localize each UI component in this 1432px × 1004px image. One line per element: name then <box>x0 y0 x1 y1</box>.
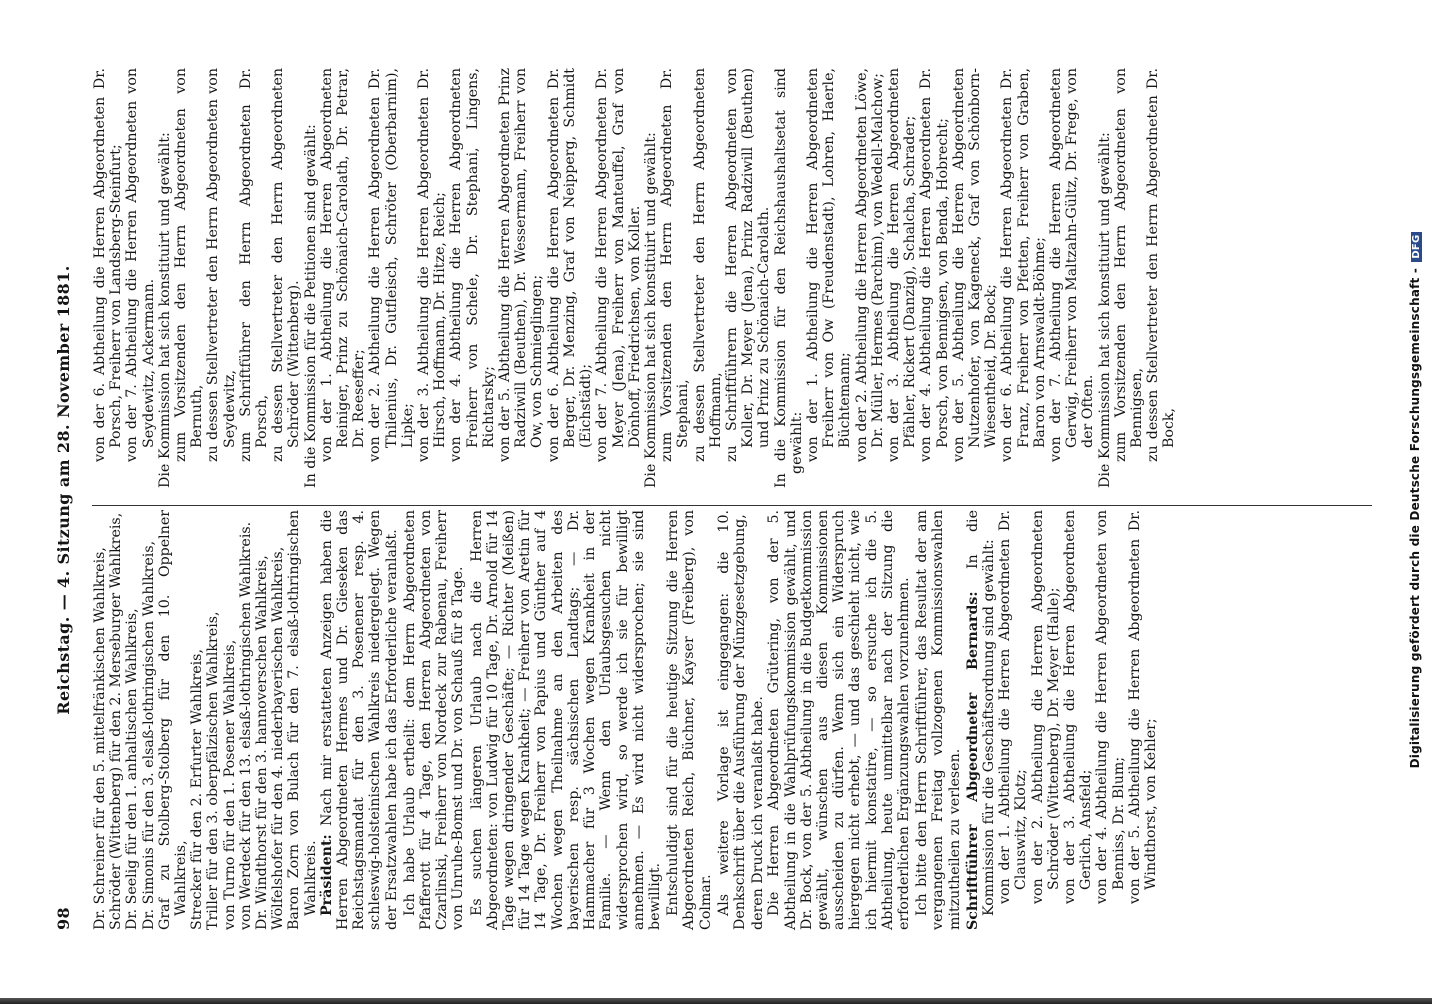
right-column-paragraph <box>205 68 237 488</box>
paragraph-text: Graf zu Stolberg-Stolberg für den 10. Oppelner Wahlkreis, <box>156 510 190 930</box>
digitization-credit <box>1408 60 1422 940</box>
left-column-paragraph <box>222 510 238 930</box>
paragraph-text: Die Kommission hat sich konstituirt und gewählt: <box>642 132 659 488</box>
paragraph-text: von der 3. Abtheilung die Herren Abgeordneten Pfähler, Rickert (Danzig), Schalcha, Schrader; <box>885 68 919 462</box>
paragraph-text: von der 1. Abtheilung die Herren Abgeordneten Freiherr von Ow (Freudenstadt), Lohren, Haerle, Büchtemann; <box>804 68 854 462</box>
paragraph-text: zum Vorsitzenden den Herrn Abgeordneten von Bernuth, <box>173 68 206 462</box>
right-column-paragraph <box>1113 68 1145 488</box>
paragraph-text: von der 2. Abtheilung die Herren Abgeordneten Dr. Thilenius, Dr. Gutfleisch, Schröter (Oberbarnim), Lipke; <box>367 68 416 462</box>
paragraph-text: zum Schriftführer den Herrn Abgeordneten Dr. Porsch, <box>237 68 271 462</box>
paragraph-text: Ich habe Urlaub ertheilt: dem Herrn Abgeordneten Pfafferott für 4 Tage, den Herren Abgeordneten von Czarlinski, Freiherr von Nordeck zur Rabenau, Freiherr von Unruhe-Bomst und Dr. von Schauß für 8 Tage. <box>401 510 467 930</box>
paragraph-text: von der 7. Abtheilung die Herren Abgeordneten Dr. Meyer (Jena), Freiherr von Manteuffel, Graf von Dönhoff, Friedrichsen, von Koller. <box>594 68 643 462</box>
paragraph-text: deren Druck ich veranlaßt habe. <box>750 696 767 930</box>
right-column-paragraph <box>157 68 173 488</box>
paragraph-text: von der 2. Abtheilung die Herren Abgeordneten Löwe, Dr. Müller, Hermes (Parchim), von Wedell-Malchow; <box>853 68 886 462</box>
credit-text: Digitalisierung gefördert durch die Deutsche Forschungsgemeinschaft - <box>1408 267 1422 769</box>
paragraph-text: von der 6. Abtheilung die Herren Abgeordneten Dr. Berger, Dr. Menzing, Graf von Neipperg, Schmidt (Eichstädt); <box>545 68 595 462</box>
paragraph-text: zu Schriftführern die Herren Abgeordneten von Koller, Dr. Meyer (Jena), Prinz Radziwill (Beuthen) und Prinz zu Schönaich-Carolath. <box>723 68 773 462</box>
paragraph-text: von der 7. Abtheilung die Herren Abgeordneten Gerwig, Freiherr von Maltzahn-Gültz, Dr. Frege, von der Often. <box>1047 68 1097 462</box>
paragraph-text: Schröder (Wittenberg) für den 2. Merseburger Wahlkreis, <box>108 512 125 930</box>
right-column-paragraph <box>238 68 270 488</box>
running-header <box>54 50 80 930</box>
left-column-paragraph <box>286 510 318 930</box>
right-column-paragraph <box>546 68 595 488</box>
paragraph-text: von der 1. Abtheilung die Herren Abgeordneten Reiniger, Prinz zu Schönaich-Carolath, Dr. Petrar, Dr. Reeseffer; <box>318 68 368 462</box>
speaker-label: Schriftführer Abgeordneter Bernards: <box>964 591 981 930</box>
paragraph-text: Entschuldigt sind für die heutige Sitzung die Herren Abgeordneten Reich, Büchner, Kayser (Freiberg), von Colmar. <box>665 510 714 930</box>
paragraph-text: von der 3. Abtheilung die Herren Abgeordneten Dr. Hirsch, Hoffmann, Dr. Hitze, Reich; <box>416 68 449 462</box>
left-column-paragraph <box>319 510 400 930</box>
paragraph-text: zu dessen Stellvertreter den Herrn Abgeordneten Hoffmann, <box>691 68 724 462</box>
right-column-paragraph <box>367 68 416 488</box>
right-column-paragraph <box>124 68 156 488</box>
paragraph-text: von der 4. Abtheilung die Herren Abgeordneten Freiherr von Schele, Dr. Stephani, Lingens, Richtarsky; <box>448 68 497 462</box>
right-column-paragraph <box>951 68 1000 488</box>
speaker-label: Präsident: <box>318 834 335 916</box>
paragraph-text: Es suchen längeren Urlaub nach die Herren Abgeordneten: von Ludwig für 10 Tage, Dr. Arnold für 14 Tage wegen dringender Geschäfte; — Richter (Meißen) für 14 Tage wegen Krankheit; — Freiherr von Aretin für 14 Tage, Dr. Freiherr von Papius und Günther auf 4 Wochen wegen Theilnahme an den Arbeiten des bayerischen resp. sächsischen Landtags; — Dr. Hammacher für 3 Wochen wegen Krankheit in der Familie. — Wenn den Urlaubsgesuchen nicht widersprochen wird, so werde ich sie für bewilligt annehmen. — Es wird nicht widersprochen; sie sind bewilligt. <box>468 510 663 930</box>
right-column-paragraph <box>643 68 659 488</box>
left-column-paragraph <box>1030 510 1062 930</box>
right-column-paragraph <box>805 68 854 488</box>
paragraph-text: Die Herren Abgeordneten Grütering, von der 5. Abtheilung in die Wahlprüfungskommission gewählt, und Dr. Bock, von der 5. Abtheilung in die Budgetkommission gewählt, wünschen aus diesen Kommissionen ausscheiden zu dürfen. Wenn sich ein Widerspruch hiergegen nicht erhebt, — und das geschieht nicht, wie ich hiermit konstatire, — so ersuche ich die 5. Abtheilung, heute unmittelbar nach der Sitzung die erforderlichen Ergänzungswahlen vorzunehmen. <box>766 510 912 930</box>
right-column-paragraph <box>918 68 950 488</box>
right-column-paragraph <box>692 68 724 488</box>
right-column-paragraph <box>886 68 918 488</box>
paragraph-text: Triller für den 3. oberpfälzischen Wahlkreis, <box>205 611 222 930</box>
paragraph-text: Nach mir erstatteten Anzeigen haben die Herren Abgeordneten Hermes und Dr. Gieseken das Reichstagsmandat für den 3. Posenener resp. 4. schleswig-holsteinischen Wahlkreis niedergelegt. Wegen der Ersatzwahlen habe ich das Erforderliche veranlaßt. <box>318 510 400 930</box>
paragraph-text: von der 1. Abtheilung die Herren Abgeordneten Dr. Clauswitz, Klotz; <box>997 510 1030 904</box>
left-column-paragraph <box>1094 510 1126 930</box>
paragraph-text: Die Kommission hat sich konstituirt und gewählt: <box>1096 132 1113 488</box>
paragraph-text: Baron Zorn von Bulach für den 7. elsaß-lothringischen Wahlkreis. <box>286 510 319 930</box>
left-column-paragraph <box>189 510 205 930</box>
left-column-paragraph <box>750 510 766 930</box>
page-number: 98 <box>54 906 73 930</box>
right-column-paragraph <box>659 68 691 488</box>
paragraph-text: zu dessen Stellvertreter den Herrn Abgeordneten von Seydewitz, <box>205 68 238 462</box>
right-column-paragraph <box>1097 68 1113 488</box>
paragraph-text: zum Vorsitzenden den Herrn Abgeordneten Dr. Stephani, <box>659 68 692 462</box>
paragraph-text: In die Kommission für die Petitionen sind gewählt: <box>302 124 319 488</box>
paragraph-text: In die Kommission für den Reichshaushaltsetat sind gewählt: <box>772 68 805 488</box>
paragraph-text: Ich bitte den Herrn Schriftführer, das Resultat der am vergangenen Freitag vollzogenen Kommissionswahlen mitzutheilen zu verlesen. <box>914 510 963 930</box>
left-column-paragraph <box>997 510 1029 930</box>
right-column-paragraph <box>497 68 546 488</box>
paragraph-text: zu dessen Stellvertreter den Herrn Abgeordneten Dr. Bock, <box>1145 68 1178 462</box>
paragraph-text: Dr. Schreiner für den 5. mittelfränkischen Wahlkreis, <box>92 547 108 930</box>
right-column <box>92 68 1372 488</box>
right-column-paragraph <box>724 68 773 488</box>
left-column <box>92 510 1372 930</box>
paragraph-text: von der 4. Abtheilung die Herren Abgeordneten von Benniss, Dr. Blum; <box>1094 510 1127 904</box>
paragraph-text: von der 5. Abtheilung die Herren Abgeordneten Nutzenhofer, von Kageneck, Graf von Schönborn-Wiesentheid, Dr. Bock; <box>950 68 1000 462</box>
left-column-paragraph <box>1062 510 1094 930</box>
left-column-paragraph <box>665 510 714 930</box>
paragraph-text: von Turno für den 1. Posener Wahlkreis, <box>221 639 238 930</box>
paragraph-text: zum Vorsitzenden den Herrn Abgeordneten von Bennigsen, <box>1112 68 1145 462</box>
left-column-paragraph <box>124 510 140 930</box>
paragraph-text: In die Kommission für die Geschäftsordnung sind gewählt: <box>964 510 997 916</box>
paragraph-text: Dr. Seelig für den 1. anhaltischen Wahlkreis, <box>124 608 141 930</box>
right-column-paragraph <box>854 68 886 488</box>
paragraph-text: von der 3. Abtheilung die Herren Abgeordneten Gerlich, Ansfeld; <box>1061 510 1095 904</box>
left-column-paragraph <box>108 510 124 930</box>
paragraph-text: von Werdeck für den 13. elsaß-lothringischen Wahlkreis. <box>237 521 254 930</box>
paragraph-text: von der 7. Abtheilung die Herren Abgeordneten von Seydewitz, Ackermann. <box>124 68 157 462</box>
left-column-paragraph <box>965 510 997 930</box>
paragraph-text: Strecker für den 2. Erfurter Wahlkreis, <box>189 649 206 930</box>
paragraph-text: zu dessen Stellvertreter den Herrn Abgeordneten Schröder (Wittenberg). <box>270 68 303 462</box>
right-column-paragraph <box>303 68 319 488</box>
right-column-paragraph <box>999 68 1048 488</box>
left-column-paragraph <box>92 510 108 930</box>
column-rule <box>92 505 1372 506</box>
left-column-paragraph <box>1127 510 1159 930</box>
paragraph-text: von der 6. Abtheilung die Herren Abgeordneten Dr. Franz, Freiherr von Pfetten, Freiherr von Graben, Baron von Arnswaldt-Böhme; <box>999 68 1048 462</box>
right-column-paragraph <box>173 68 205 488</box>
left-column-paragraph <box>914 510 963 930</box>
paragraph-text: Als weitere Vorlage ist eingegangen: die 10. Denkschrift über die Ausführung der Münzgesetzgebung, <box>715 510 748 930</box>
right-column-paragraph <box>270 68 302 488</box>
right-column-paragraph <box>1145 68 1177 488</box>
paragraph-text: von der 5. Abtheilung die Herren Abgeordneten Dr. Windthorst, von Kehler; <box>1126 510 1159 904</box>
right-column-paragraph <box>1048 68 1097 488</box>
right-column-paragraph <box>773 68 805 488</box>
paragraph-text: von der 2. Abtheilung die Herren Abgeordneten Schröder (Wittenberg), Dr. Meyer (Halle); <box>1029 510 1062 904</box>
left-column-paragraph <box>254 510 270 930</box>
right-column-paragraph <box>448 68 497 488</box>
right-column-paragraph <box>319 68 368 488</box>
left-column-paragraph <box>402 510 467 930</box>
paragraph-text: von der 6. Abtheilung die Herren Abgeordneten Dr. Porsch, Freiherr von Landsberg-Steinfurt; <box>92 68 125 462</box>
left-column-paragraph <box>141 510 157 930</box>
paragraph-text: Dr. Windthorst für den 3. hannoverschen Wahlkreis, <box>254 555 271 930</box>
running-title: Reichstag. — 4. Sitzung am 28. November 1881. <box>54 265 73 715</box>
dfg-logo: DFG <box>1411 232 1422 262</box>
left-column-paragraph <box>469 510 663 930</box>
paragraph-text: Wölfelshofer für den 4. niederbayerischen Wahlkreis, <box>270 546 287 930</box>
left-column-paragraph <box>716 510 748 930</box>
right-column-paragraph <box>92 68 124 488</box>
left-column-paragraph <box>766 510 912 930</box>
right-column-paragraph <box>594 68 643 488</box>
left-column-paragraph <box>270 510 286 930</box>
paragraph-text: von der 5. Abtheilung die Herren Abgeordneten Prinz Radziwill (Beuthen), Dr. Wessermann, Freiherr von Ow, von Schmieglingen; <box>497 68 546 462</box>
paragraph-text: Dr. Simonis für den 3. elsaß-lothringischen Wahlkreis, <box>140 540 157 930</box>
left-column-paragraph <box>238 510 254 930</box>
right-column-paragraph <box>416 68 448 488</box>
left-column-paragraph <box>157 510 189 930</box>
paragraph-text: von der 4. Abtheilung die Herren Abgeordneten Dr. Porsch, von Bennigsen, von Benda, Hobrecht; <box>918 68 951 462</box>
left-column-paragraph <box>205 510 221 930</box>
paragraph-text: Die Kommission hat sich konstituirt und gewählt: <box>156 132 173 488</box>
